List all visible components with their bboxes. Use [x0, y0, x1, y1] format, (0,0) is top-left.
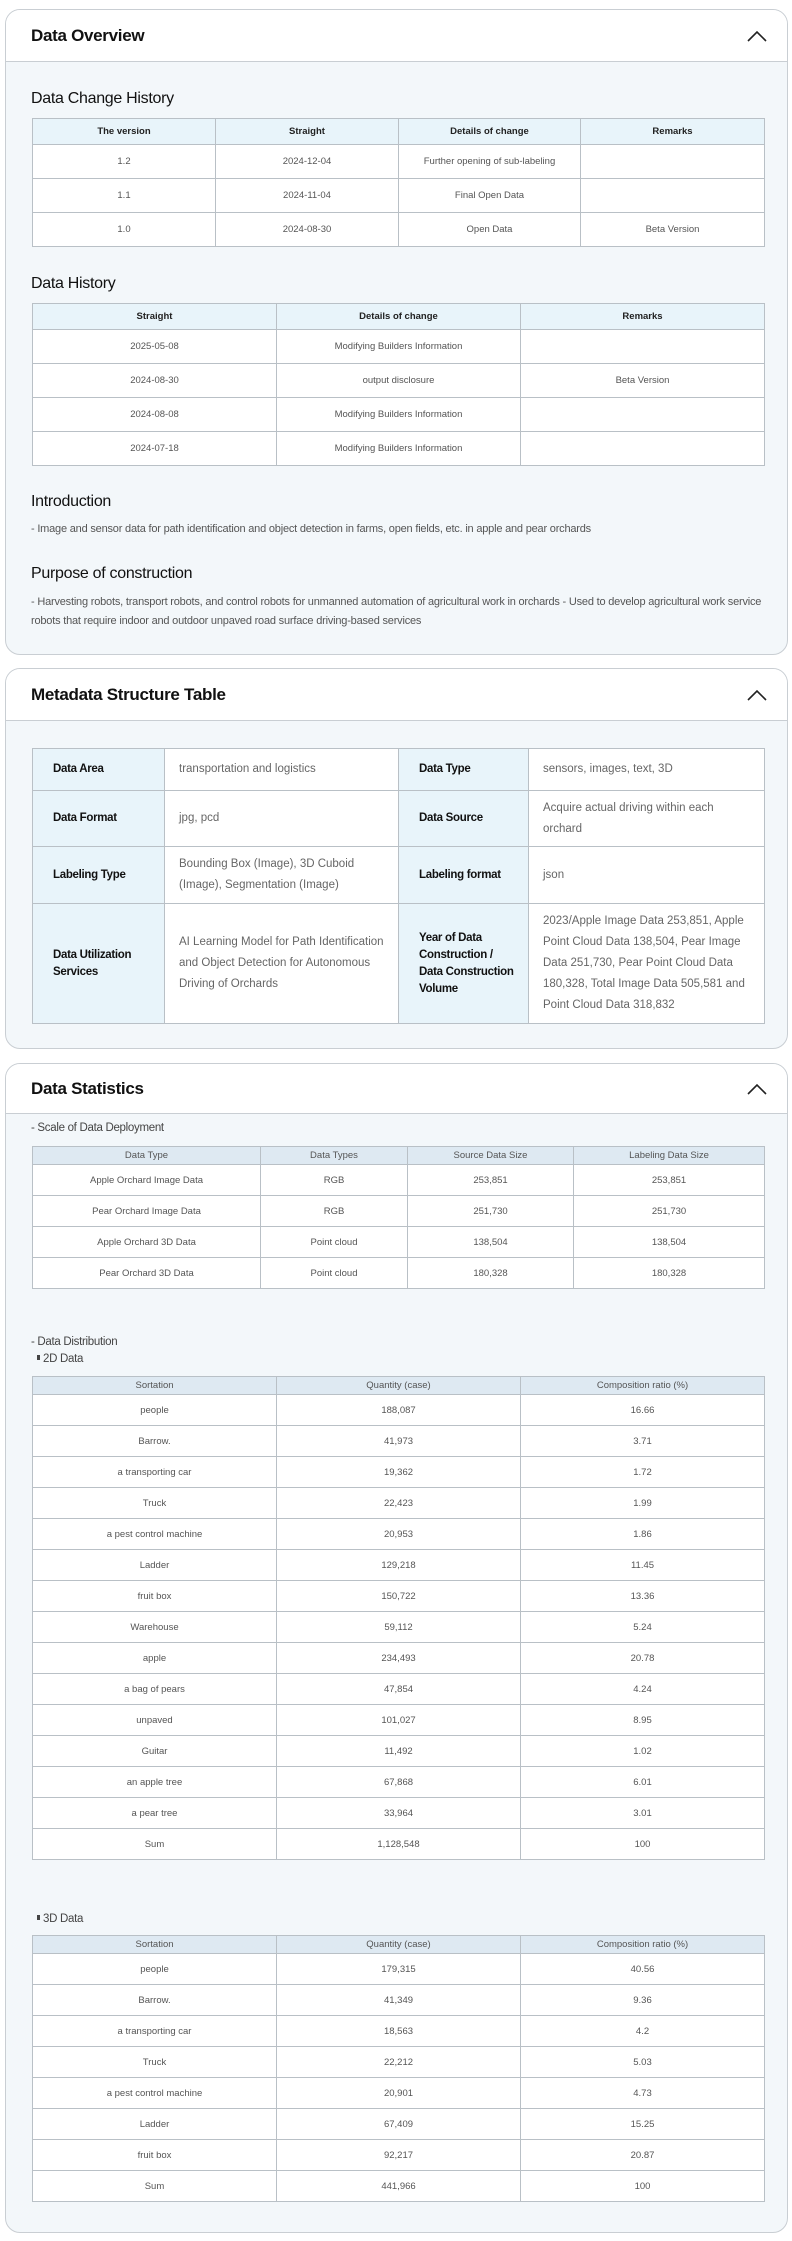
column-header: Data Type [33, 1147, 261, 1165]
meta-value: transportation and logistics [165, 749, 399, 791]
table-cell: 179,315 [277, 1954, 521, 1985]
table-row [33, 2171, 765, 2202]
table-cell: 67,868 [277, 1767, 521, 1798]
table-cell: RGB [261, 1196, 408, 1227]
table-header-row [33, 119, 765, 145]
table-cell: 138,504 [408, 1227, 574, 1258]
table-cell: Sum [33, 1829, 277, 1860]
meta-value: Acquire actual driving within each orchard [529, 791, 765, 847]
meta-value: sensors, images, text, 3D [529, 749, 765, 791]
table-row [33, 1798, 765, 1829]
table-cell: Modifying Builders Information [277, 330, 521, 364]
table-cell: 20.87 [521, 2140, 765, 2171]
metadata-card [5, 668, 788, 1049]
table-cell: Pear Orchard Image Data [33, 1196, 261, 1227]
subsection-label: 3D Data [43, 1913, 84, 1925]
table-cell: 1,128,548 [277, 1829, 521, 1860]
table-cell: 33,964 [277, 1798, 521, 1829]
meta-value: json [529, 847, 765, 904]
column-header: Sortation [33, 1936, 277, 1954]
table-cell: 138,504 [574, 1227, 765, 1258]
meta-value: 2023/Apple Image Data 253,851, Apple Point Cloud Data 138,504, Pear Image Data 251,730, Pear Point Cloud Data 180,328, Total Image Data 505,581 and Point Cloud Data 318,832 [529, 904, 765, 1024]
introduction-text: - Image and sensor data for path identification and object detection in farms, open fields, etc. in apple and pear orchards [31, 523, 591, 535]
card-title: Data Overview [31, 26, 145, 45]
table-cell: 251,730 [408, 1196, 574, 1227]
table-cell: 13.36 [521, 1581, 765, 1612]
table-cell: 180,328 [574, 1258, 765, 1289]
table-row [33, 1612, 765, 1643]
column-header: Remarks [581, 119, 765, 145]
table-cell: 4.73 [521, 2078, 765, 2109]
chevron-up-icon[interactable] [745, 24, 769, 48]
meta-label: Data Utilization Services [33, 904, 165, 1024]
table-row [33, 1736, 765, 1767]
table-header-row [33, 1147, 765, 1165]
column-header: The version [33, 119, 216, 145]
table-cell: 180,328 [408, 1258, 574, 1289]
column-header: Quantity (case) [277, 1377, 521, 1395]
table-cell [581, 179, 765, 213]
column-header: Composition ratio (%) [521, 1377, 765, 1395]
table-cell: people [33, 1954, 277, 1985]
scale-label: - Scale of Data Deployment [31, 1122, 164, 1134]
table-row [33, 179, 765, 213]
meta-value: jpg, pcd [165, 791, 399, 847]
table-cell: 67,409 [277, 2109, 521, 2140]
table-cell: Point cloud [261, 1258, 408, 1289]
section-title: Introduction [31, 493, 112, 510]
table-cell: 8.95 [521, 1705, 765, 1736]
column-header: Source Data Size [408, 1147, 574, 1165]
table-cell: 15.25 [521, 2109, 765, 2140]
column-header: Labeling Data Size [574, 1147, 765, 1165]
table-cell: a pest control machine [33, 2078, 277, 2109]
card-title: Metadata Structure Table [31, 685, 226, 704]
table-cell: 2025-05-08 [33, 330, 277, 364]
table-cell: 4.2 [521, 2016, 765, 2047]
table-cell: Further opening of sub-labeling [399, 145, 581, 179]
table-cell: fruit box [33, 1581, 277, 1612]
table-row [33, 1954, 765, 1985]
table-cell: Modifying Builders Information [277, 432, 521, 466]
table-row [33, 1165, 765, 1196]
table-cell: 1.02 [521, 1736, 765, 1767]
table-cell: Beta Version [521, 364, 765, 398]
scale-table [32, 1146, 765, 1289]
data-overview-header[interactable] [6, 10, 787, 62]
table-cell: 1.99 [521, 1488, 765, 1519]
table-cell: 22,423 [277, 1488, 521, 1519]
table-cell: 1.2 [33, 145, 216, 179]
table-cell: 3.71 [521, 1426, 765, 1457]
meta-value: Bounding Box (Image), 3D Cuboid (Image), Segmentation (Image) [165, 847, 399, 904]
table-row [33, 847, 765, 904]
meta-label: Data Source [399, 791, 529, 847]
meta-label: Data Type [399, 749, 529, 791]
table-cell: Beta Version [581, 213, 765, 247]
bullet-icon [37, 1915, 40, 1920]
table-cell: Guitar [33, 1736, 277, 1767]
meta-label: Data Area [33, 749, 165, 791]
table-cell: 16.66 [521, 1395, 765, 1426]
table-cell: Ladder [33, 2109, 277, 2140]
subsection-3d [37, 1913, 83, 1925]
table-cell: 9.36 [521, 1985, 765, 2016]
table-cell: 47,854 [277, 1674, 521, 1705]
table-cell: 5.24 [521, 1612, 765, 1643]
table-row [33, 213, 765, 247]
table-cell: 20,901 [277, 2078, 521, 2109]
table-cell: people [33, 1395, 277, 1426]
table-cell: Warehouse [33, 1612, 277, 1643]
table-cell: 234,493 [277, 1643, 521, 1674]
table-cell: 6.01 [521, 1767, 765, 1798]
table-cell: Open Data [399, 213, 581, 247]
table-cell: Truck [33, 2047, 277, 2078]
table-cell: fruit box [33, 2140, 277, 2171]
table-cell: 129,218 [277, 1550, 521, 1581]
table-cell: 2024-08-30 [216, 213, 399, 247]
table-cell: 19,362 [277, 1457, 521, 1488]
section-title: Data Change History [31, 90, 174, 107]
table-cell: 1.86 [521, 1519, 765, 1550]
table-cell: Barrow. [33, 1985, 277, 2016]
table-cell: 41,973 [277, 1426, 521, 1457]
table-cell: 59,112 [277, 1612, 521, 1643]
table-row [33, 2047, 765, 2078]
table-cell: Apple Orchard 3D Data [33, 1227, 261, 1258]
table-cell: 2024-11-04 [216, 179, 399, 213]
table-row [33, 1985, 765, 2016]
table-row [33, 1674, 765, 1705]
table-cell: 2024-12-04 [216, 145, 399, 179]
table-header-row [33, 1377, 765, 1395]
table-header-row [33, 304, 765, 330]
table-cell: 100 [521, 2171, 765, 2202]
table-row [33, 791, 765, 847]
table-row [33, 364, 765, 398]
meta-label: Data Format [33, 791, 165, 847]
table-cell: 253,851 [408, 1165, 574, 1196]
table-row [33, 2109, 765, 2140]
table-row [33, 2140, 765, 2171]
statistics-card [5, 1063, 788, 2233]
table-row [33, 1457, 765, 1488]
table-cell: 5.03 [521, 2047, 765, 2078]
table-cell: 2024-08-30 [33, 364, 277, 398]
table-cell: Sum [33, 2171, 277, 2202]
data-overview-card [5, 9, 788, 655]
table-cell: Modifying Builders Information [277, 398, 521, 432]
column-header: Quantity (case) [277, 1936, 521, 1954]
table-cell: a pest control machine [33, 1519, 277, 1550]
table-cell: unpaved [33, 1705, 277, 1736]
column-header: Sortation [33, 1377, 277, 1395]
table-cell: 2024-08-08 [33, 398, 277, 432]
statistics-header[interactable] [6, 1064, 787, 1114]
column-header: Details of change [399, 119, 581, 145]
table-row [33, 1426, 765, 1457]
table-row [33, 1196, 765, 1227]
table-cell: 2024-07-18 [33, 432, 277, 466]
metadata-header[interactable] [6, 669, 787, 721]
table-cell [521, 398, 765, 432]
table-row [33, 1829, 765, 1860]
table-row [33, 145, 765, 179]
subsection-2d [37, 1353, 83, 1365]
chevron-up-icon[interactable] [745, 683, 769, 707]
meta-label: Year of Data Construction / Data Construction Volume [399, 904, 529, 1024]
meta-label: Labeling Type [33, 847, 165, 904]
table-row [33, 1519, 765, 1550]
column-header: Data Types [261, 1147, 408, 1165]
card-title: Data Statistics [31, 1079, 144, 1098]
table-row [33, 1767, 765, 1798]
data-history-table [32, 303, 765, 466]
table-cell: 188,087 [277, 1395, 521, 1426]
distribution-2d-table [32, 1376, 765, 1860]
section-title: Purpose of construction [31, 565, 193, 582]
table-cell [581, 145, 765, 179]
table-cell: 92,217 [277, 2140, 521, 2171]
table-row [33, 1705, 765, 1736]
table-cell: output disclosure [277, 364, 521, 398]
table-cell: 11.45 [521, 1550, 765, 1581]
bullet-icon [37, 1355, 40, 1360]
table-row [33, 398, 765, 432]
table-cell: RGB [261, 1165, 408, 1196]
table-cell: 1.0 [33, 213, 216, 247]
table-cell: 40.56 [521, 1954, 765, 1985]
table-row [33, 2078, 765, 2109]
table-cell: Pear Orchard 3D Data [33, 1258, 261, 1289]
table-cell: 4.24 [521, 1674, 765, 1705]
table-row [33, 1227, 765, 1258]
table-cell: Final Open Data [399, 179, 581, 213]
change-history-table [32, 118, 765, 247]
table-cell: a bag of pears [33, 1674, 277, 1705]
metadata-table [32, 748, 765, 1024]
table-cell: Ladder [33, 1550, 277, 1581]
table-cell: 41,349 [277, 1985, 521, 2016]
table-cell: apple [33, 1643, 277, 1674]
table-cell: 3.01 [521, 1798, 765, 1829]
table-cell: an apple tree [33, 1767, 277, 1798]
table-row [33, 1395, 765, 1426]
table-cell: 11,492 [277, 1736, 521, 1767]
table-cell: 20,953 [277, 1519, 521, 1550]
column-header: Composition ratio (%) [521, 1936, 765, 1954]
table-cell: Truck [33, 1488, 277, 1519]
table-cell: a transporting car [33, 2016, 277, 2047]
table-cell: 22,212 [277, 2047, 521, 2078]
table-row [33, 1488, 765, 1519]
table-row [33, 749, 765, 791]
table-row [33, 1643, 765, 1674]
column-header: Straight [216, 119, 399, 145]
purpose-text: - Harvesting robots, transport robots, and control robots for unmanned automation of agricultural work in orchards - Used to develop agricultural work service robots that require indoor and outdoor unpaved road surface driving-based services [31, 596, 762, 627]
table-cell: 441,966 [277, 2171, 521, 2202]
table-cell: a transporting car [33, 1457, 277, 1488]
table-cell [521, 432, 765, 466]
table-cell: 1.1 [33, 179, 216, 213]
table-row [33, 1550, 765, 1581]
table-cell: 1.72 [521, 1457, 765, 1488]
table-cell: 100 [521, 1829, 765, 1860]
column-header: Remarks [521, 304, 765, 330]
distribution-3d-table [32, 1935, 765, 2202]
section-title: Data History [31, 275, 116, 292]
meta-value: AI Learning Model for Path Identification and Object Detection for Autonomous Driving of Orchards [165, 904, 399, 1024]
table-cell: 251,730 [574, 1196, 765, 1227]
table-row [33, 1258, 765, 1289]
table-row [33, 1581, 765, 1612]
table-header-row [33, 1936, 765, 1954]
table-cell: Apple Orchard Image Data [33, 1165, 261, 1196]
table-cell: Barrow. [33, 1426, 277, 1457]
table-cell [521, 330, 765, 364]
table-cell: 101,027 [277, 1705, 521, 1736]
table-row [33, 432, 765, 466]
table-cell: a pear tree [33, 1798, 277, 1829]
table-row [33, 904, 765, 1024]
column-header: Details of change [277, 304, 521, 330]
column-header: Straight [33, 304, 277, 330]
subsection-label: 2D Data [43, 1353, 84, 1365]
distribution-label: - Data Distribution [31, 1336, 118, 1348]
table-cell: 18,563 [277, 2016, 521, 2047]
table-cell: 150,722 [277, 1581, 521, 1612]
table-row [33, 2016, 765, 2047]
table-cell: 20.78 [521, 1643, 765, 1674]
chevron-up-icon[interactable] [745, 1077, 769, 1101]
table-cell: 253,851 [574, 1165, 765, 1196]
table-row [33, 330, 765, 364]
table-cell: Point cloud [261, 1227, 408, 1258]
meta-label: Labeling format [399, 847, 529, 904]
